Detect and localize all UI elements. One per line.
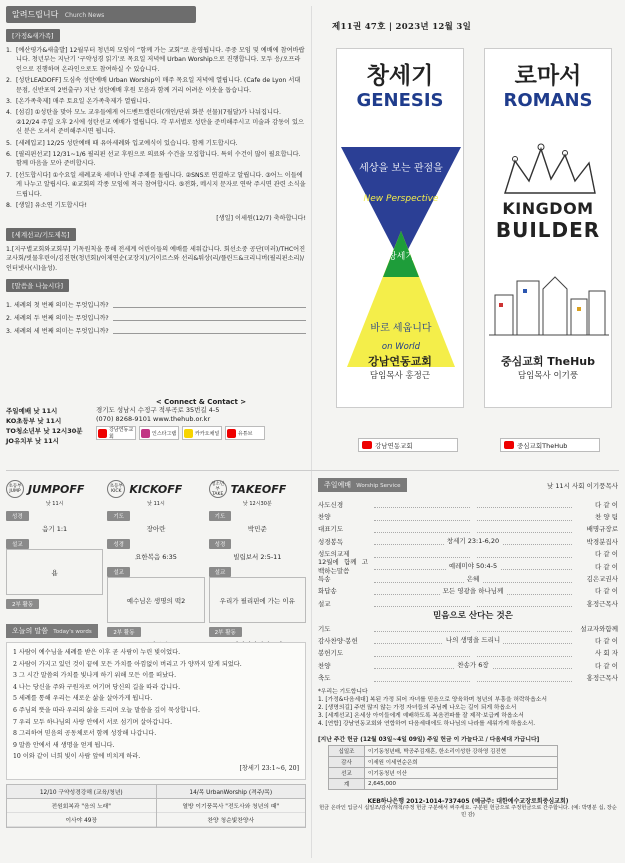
- prayer-section-tag: [세계선교/기도제목]: [6, 228, 76, 241]
- mission-prayer-text: 1.[지구별교회와교회부] 기독원칙을 통해 전세계 어린이들의 예배를 세워갑니다. 회선소중 공단(미러)/THC어진교사회/빗물후린이/김진현(청년회)/이제연순(교장지)/거이르스와 선리&튀상(리/플린드&크리니버(필리핀소리)/인터넷사(시)을성).: [6, 245, 306, 272]
- tri-top-text: 세상을 보는 관점을: [359, 163, 443, 174]
- program-time: 낮 11시: [147, 501, 165, 507]
- order-item-person: 다 같 이: [595, 500, 618, 509]
- order-item-name: 사도신경: [318, 500, 344, 509]
- order-item-name: 설교: [318, 599, 331, 608]
- question-text: 3. 세례의 세 번째 의미는 무엇입니까?: [6, 328, 109, 336]
- bank-note: 헌금 온라인 입금시 십일조/감사/개척/주정 헌금 구분해서 써주세요. 구분된 헌금으로 주정헌금으로 간주합니다. (예: 박명분 십, 장순민 감): [319, 804, 617, 818]
- offering-names: 이기동청년 이산: [365, 767, 558, 778]
- prayer-notes: [318, 688, 618, 728]
- bank-account: KEB하나은행 2012-1014-737405 (예금주: 대한예수교장로회중심교회): [367, 797, 569, 805]
- scripture-verse: 9 말씀 안에서 새 생명을 얻게 됩니다.: [13, 741, 115, 749]
- order-item-name: 찬양: [318, 513, 331, 522]
- scripture-verse: 1 사람이 예수님을 세례를 받은 이후 곧 사람이 누린 빛이었다.: [13, 649, 181, 656]
- sns-label: 유튜브: [238, 430, 253, 437]
- order-item-content: [374, 599, 572, 607]
- order-item-person: 홍정근목사: [586, 599, 618, 608]
- scripture-label: 성경: [107, 539, 130, 549]
- news-item: [6, 171, 306, 199]
- order-item-content-text: [470, 674, 476, 682]
- order-item-person: 설교자와함께: [580, 624, 618, 633]
- scripture-verse: 3 그 시간 말씀의 가치를 빛나게 하기 위해 모든 이를 떠났다.: [13, 672, 177, 680]
- worship-tag-en: Worship Service: [356, 483, 401, 489]
- order-item-content-text: 찬송가 6장: [454, 661, 491, 669]
- order-item-name: 화답송: [318, 587, 337, 596]
- scripture-reference: [창세기 23:1~6, 20]: [239, 764, 299, 772]
- worship-order-item: [318, 572, 618, 584]
- worship-order-item: [318, 523, 618, 535]
- order-item-content: [374, 550, 572, 558]
- birthday-row: [6, 213, 306, 222]
- news-banner-subtitle: Church News: [64, 12, 105, 19]
- sermon-tag: 오늘의 말씀: [12, 627, 49, 635]
- worship-order-item: [318, 558, 618, 576]
- issue-number: 제11권 47호 | 2023년 12월 3일: [332, 22, 472, 32]
- order-item-content: [374, 513, 572, 521]
- sns-link[interactable]: [96, 426, 136, 440]
- worship-time: 낮 11시 사회 이기풍목사: [547, 481, 618, 490]
- news-item: [6, 76, 306, 95]
- order-item-person: 홍정근목사: [586, 674, 618, 683]
- schedule-item: KO초등부 낮 11시: [6, 417, 62, 425]
- covers-panel: [318, 6, 618, 466]
- order-item-content: [374, 649, 572, 657]
- church-address: 경기도 성남시 수정구 적루곡로 35번길 4-5: [96, 406, 220, 414]
- order-item-content-text: 믿음으로 산다는 것은: [430, 611, 516, 621]
- order-item-content-text: 창세기 23:1-6,20: [444, 537, 502, 545]
- worship-order-item: [318, 535, 618, 547]
- news-item-text: [섬김] ①성탄을 맞아 모노 교우들에게 어드벤트캘린더(개인/단위 화분 선물)(7월달)가 나눠집니다. ②12/24 주일 오후 2시에 성탄선교 예배가 열립니다. 각 부서별로 성탄을 준비해주시고 미술과 감동이 있으신 분은 오셔서 준비해주시면 됩니다.: [16, 109, 304, 136]
- scripture-verse: 4 나는 당신을 주와 구원자로 여기며 당신의 길을 따라 갑니다.: [13, 683, 181, 691]
- program-badge: 청소년부 TAKE: [209, 480, 227, 498]
- weekly-events-table: [6, 784, 306, 828]
- scripture-label: 성경: [209, 539, 232, 549]
- worship-order-panel: [318, 478, 618, 858]
- order-item-content-text: [470, 599, 476, 607]
- order-item-content: [374, 575, 572, 583]
- qr-icon: [184, 429, 193, 438]
- family-section-tag: [가정&새가족]: [6, 29, 60, 42]
- order-item-name: 감사찬양·봉헌: [318, 636, 358, 645]
- program-name: KICKOFF: [129, 482, 183, 496]
- sermon-label: 설교: [107, 567, 130, 577]
- order-item-content-text: [470, 500, 476, 508]
- sermon-label: 설교: [6, 539, 29, 549]
- offering-table: [328, 745, 558, 790]
- order-item-content-text: [470, 624, 476, 632]
- kids-program-header: [209, 478, 306, 500]
- offering-type: 계: [329, 778, 365, 789]
- order-item-content: [374, 674, 572, 682]
- youtube-icon: [504, 441, 514, 449]
- church-phone-web: (070) 8268-9101 www.thehub.or.kr: [96, 415, 211, 423]
- sns-links: [96, 426, 265, 440]
- weekly-event-header: 12/10 구약성경강해 (교육/청년): [7, 785, 156, 799]
- sermon-label: 설교: [209, 567, 232, 577]
- offering-type: 감사: [329, 756, 365, 767]
- news-item-text: [생일] 유소연 기도합시다!: [16, 202, 88, 210]
- prayer-leader: 박민준: [247, 525, 267, 533]
- news-item-number: 1.: [6, 47, 12, 54]
- scripture-verse: 7 우리 모두 하나님의 사랑 안에서 서로 섬기며 살아갑니다.: [13, 718, 173, 726]
- fold-divider-vertical: [311, 6, 312, 858]
- kingdom-word: KINGDOM: [502, 199, 594, 218]
- activity-label: 2부 활동: [6, 599, 39, 609]
- tri-bottom-en-text: on World: [381, 342, 421, 352]
- order-item-content: [374, 537, 572, 545]
- romans-cover: [484, 48, 612, 408]
- genesis-youtube-link[interactable]: [358, 438, 458, 452]
- answer-line: [113, 302, 306, 308]
- romans-church-name: 중심교회 TheHub: [500, 355, 596, 368]
- question-text: 2. 세례의 두 번째 의미는 무엇입니까?: [6, 315, 109, 323]
- news-item-number: 2.: [6, 77, 12, 85]
- prayer-label: 기도: [107, 511, 130, 521]
- order-item-content-text: [470, 513, 476, 521]
- youtube-icon: [362, 441, 372, 449]
- schedule-item: 주일예배 낮 11시: [6, 407, 58, 415]
- program-name: JUMPOFF: [28, 482, 85, 496]
- offering-type: 선교: [329, 767, 365, 778]
- worship-order-item: [318, 597, 618, 609]
- offering-type: 십일조: [329, 745, 365, 756]
- worship-tag-label: 주일예배: [324, 481, 352, 489]
- sermon-title: 우리가 필리핀에 가는 이유: [209, 577, 306, 623]
- question-row: [6, 300, 306, 309]
- news-item-number: 7.: [6, 171, 12, 179]
- program-name: TAKEOFF: [230, 482, 287, 496]
- news-banner: [6, 6, 196, 23]
- kids-program-header: [6, 478, 103, 500]
- scripture-verse: 6 주님의 뜻을 따라 우리의 삶을 드리며 오늘 말씀을 깊이 묵상합니다.: [13, 706, 200, 714]
- worship-order-item: [318, 585, 618, 597]
- scripture-verse: 2 사람이 가지고 있던 것이 끝에 모든 가치를 아낌없이 버리고 가 양까지 알게 되었다.: [13, 660, 242, 668]
- order-item-person: 사 회 자: [595, 649, 618, 658]
- news-item: [6, 97, 306, 106]
- todays-words: [6, 624, 306, 828]
- scripture-lines: [13, 647, 299, 763]
- tri-bottom-text: 바로 세웁니다: [370, 323, 432, 334]
- news-item-number: 8.: [6, 202, 12, 210]
- order-item-content-text: 나의 생명을 드리니: [443, 636, 503, 644]
- scripture-verse: 10 이와 같이 너희 빛이 사람 앞에 비치게 하라.: [13, 753, 141, 761]
- order-item-person: 김은교권사: [586, 575, 618, 584]
- order-item-content-text: [470, 649, 476, 657]
- order-item-person: 다 같 이: [595, 587, 618, 596]
- worship-order-item: [318, 498, 618, 510]
- news-item-number: 6.: [6, 151, 12, 159]
- romans-title-en: ROMANS: [503, 90, 593, 111]
- birthday-note: [생일] 이세원(12/7) 축하합니다!: [216, 214, 306, 222]
- offering-section: [318, 734, 618, 790]
- order-item-content: [374, 624, 572, 632]
- worship-order-item: [318, 622, 618, 634]
- question-list: [6, 300, 306, 335]
- news-item-number: 4.: [6, 109, 12, 117]
- tri-mid-text: New Perspective: [363, 194, 439, 204]
- order-item-content: [374, 562, 572, 570]
- tri-center-text: 창세기: [387, 252, 415, 262]
- news-item-number: 5.: [6, 139, 12, 147]
- order-item-person: 다 같 이: [595, 636, 618, 645]
- order-item-content-text: 예레미야 50:4-5: [446, 562, 500, 570]
- order-item-content: [374, 587, 572, 595]
- scripture-value: 요한복음 6:35: [135, 553, 177, 561]
- romans-youtube-label: 중심교회TheHub: [517, 441, 568, 450]
- genesis-title-en: GENESIS: [356, 90, 444, 111]
- activity-label: 2부 활동: [209, 627, 242, 637]
- romans-youtube-link[interactable]: [500, 438, 600, 452]
- weekly-event-title: 열방 이기풍목사 "전도사와 청년의 때": [157, 799, 306, 813]
- news-item-text: [선도합시다] ①수요일 세례교육 세미나 안내 주제를 돌립니다. ②SNS로 연결하고 알립니다. ③어느 이들에게 나누고 알립시다. ④교회의 각종 모임에 적극 참여합시다. ⑤전화, 메시지 문자로 연락 주시면 관련 소식을 드립니다.: [16, 171, 306, 198]
- program-badge: 초등부 KICK: [107, 480, 125, 498]
- news-item-text: [온가족축제] 매주 토요일 온가족축제가 열립니다.: [16, 98, 151, 106]
- scripture-label: 성경: [6, 511, 29, 521]
- prayer-note: 3. [세계선교] 온세상 아이들에게 예배하도록 복음전파를 잘 제작·보급케 하옵소서: [318, 712, 524, 719]
- sns-link[interactable]: [182, 426, 222, 440]
- order-item-name: 봉헌기도: [318, 649, 344, 658]
- question-row: [6, 313, 306, 322]
- order-item-name: 대표기도: [318, 525, 344, 534]
- scripture-text: [6, 642, 306, 780]
- scripture-value: 빌립보서 2:5-11: [233, 553, 282, 561]
- genesis-church-block: [337, 353, 463, 381]
- worship-header: [318, 478, 618, 492]
- sns-link[interactable]: [225, 426, 265, 440]
- order-item-person: 찬 양 팀: [595, 513, 618, 522]
- city-line-illustration: [485, 255, 613, 345]
- prayer-note: 4. [연합] 강남연동교회와 연합하여 다음세대에도 하나님의 나라를 세워가게 하옵소서.: [318, 720, 536, 727]
- prayer-note: 2. [생명의길] 주변 많지 않는 가정 자녀들의 주님께 나오는 길이 되게 하옵소서: [318, 704, 517, 711]
- order-item-person: 다 같 이: [595, 562, 618, 571]
- romans-church-block: [485, 353, 611, 381]
- sermon-header: [6, 624, 98, 638]
- order-item-content: [374, 525, 572, 533]
- order-item-person: 다 같 이: [595, 661, 618, 670]
- offering-row: [329, 778, 558, 789]
- schedule-item: JO유치부 낮 11시: [6, 437, 59, 445]
- offering-title: [지난 주간 헌금 (12월 03일~4일 09일) 주일 헌금 이 가늘다고 / 다음세대 가급니다]: [318, 736, 540, 743]
- worship-order-item: [318, 510, 618, 522]
- prayer-notes-title: *우리는 기도합니다: [318, 688, 368, 695]
- romans-pastor: 담임목사 이기풍: [517, 371, 579, 381]
- sermon-tag-en: Today's words: [53, 629, 92, 635]
- order-item-content: [374, 636, 572, 644]
- order-item-name: 성경봉독: [318, 537, 344, 546]
- order-item-content: [374, 500, 572, 508]
- program-time: 낮 12시30분: [242, 501, 272, 507]
- kids-sermon-panel: [6, 478, 306, 858]
- order-item-person: 배명규장로: [586, 525, 618, 534]
- fold-divider-horizontal: [6, 470, 619, 471]
- order-item-person: 다 같 이: [595, 550, 618, 559]
- address-block: [96, 406, 219, 424]
- worship-order-item: [318, 671, 618, 683]
- offering-names: 이기동청년배, 박공주김재혼, 한소리이성한 강하영 김진현: [365, 745, 558, 756]
- worship-order-item: [318, 610, 618, 622]
- builder-word: BUILDER: [495, 218, 601, 242]
- news-item-text: [필리핀선교] 12/31~1/6 필리핀 선교 후원으로 의료와 수건을 모집합니다. 특히 수건이 많이 필요합니다. 함께 마음을 모아 준비합시다.: [16, 151, 301, 168]
- news-item: [6, 139, 306, 148]
- scripture-verse: 8 그리하여 믿음의 공동체로서 함께 성장해 나갑니다.: [13, 730, 157, 738]
- schedule-item: TO청소년부 낮 12시30분: [6, 427, 83, 435]
- news-item-text: [세례입교] 12/25 성탄예배 때 유아세례와 입교예식이 있습니다. 함께 기도합시다.: [16, 139, 238, 147]
- prayer-notes-list: [318, 696, 618, 728]
- genesis-church-name: 강남연동교회: [368, 355, 432, 368]
- news-item-text: [성탄LEADOFF] 도심속 성탄예배 Urban Worship이 매주 목요일 저녁에 열립니다. (Cafe de Lyon 서대문점, 신반포역 2번출구) 지난 성탄예배 후원 모음과 함께 거리 어려운 이웃을 돕습니다.: [16, 77, 301, 94]
- order-item-person: 박경분집사: [586, 537, 618, 546]
- sns-link[interactable]: [139, 426, 179, 440]
- worship-order-item: [318, 659, 618, 671]
- qr-icon: [227, 429, 236, 438]
- genesis-cover: [336, 48, 464, 408]
- answer-line: [113, 328, 306, 334]
- weekly-event-title: 전원회복과 "음의 노래": [7, 799, 156, 813]
- news-item: [6, 150, 306, 169]
- kingdom-builder-logo: [485, 199, 611, 242]
- question-row: [6, 326, 306, 335]
- sermon-title: 욥: [6, 549, 103, 595]
- order-item-name: 축도: [318, 674, 331, 683]
- romans-title-ko: 로마서: [514, 63, 582, 89]
- offering-row: [329, 767, 558, 778]
- order-item-name: 성도의교제: [318, 550, 350, 559]
- service-schedule: [6, 406, 83, 446]
- news-item-number: 3.: [6, 98, 12, 106]
- sns-label: 카카오채널: [195, 430, 220, 437]
- sns-label: 강남연동교회: [109, 427, 134, 440]
- weekly-event-detail: 찬양 청순빛찬양사: [157, 813, 306, 827]
- scripture-value: 음기 1:1: [42, 525, 68, 533]
- news-item: [6, 108, 306, 136]
- perspective-triangle-graphic: [337, 145, 465, 375]
- news-banner-title: 알려드립니다: [12, 10, 59, 19]
- news-item-text: [예산평가&새출발] 12월부터 청년의 모임이 “함께 가는 교회”로 운영됩니다. 주중 모임 및 예배에 참여바랍니다. 청년부는 지난기 ‘구약성경 읽기’로 목요일 저녁에 Urban Worship으로 진행합니다. 모두 응/오프라인으로 진행하며 온라인으로도 참여하실 수 있습니다.: [16, 47, 305, 73]
- qr-icon: [141, 429, 150, 438]
- kids-program-header: [107, 478, 204, 500]
- order-item-content: [374, 612, 572, 620]
- weekly-event-detail: 이사야 49장: [7, 813, 156, 827]
- worship-tag: [318, 478, 407, 492]
- prayer-note: 1. [가정&다음세대] 복된 가정 되어 자녀를 믿음으로 양육하며 청년의 부흥을 허락하옵소서: [318, 696, 547, 703]
- prayer-leader: 장아란: [146, 525, 166, 533]
- order-item-content-text: 모든 영광을 하나님께: [440, 587, 507, 595]
- order-item-content: [374, 661, 572, 669]
- order-item-name: 특송: [318, 575, 331, 584]
- qr-icon: [98, 429, 107, 438]
- activity-label: 2부 활동: [107, 627, 140, 637]
- genesis-title-ko: 창세기: [366, 63, 434, 89]
- weekly-event: [156, 785, 306, 827]
- church-news-panel: [6, 6, 306, 466]
- order-item-name: 찬양: [318, 661, 331, 670]
- prayer-label: 기도: [209, 511, 232, 521]
- genesis-pastor: 담임목사 홍정근: [369, 371, 431, 381]
- news-item: [6, 201, 306, 210]
- order-of-service: [318, 498, 618, 684]
- order-item-name: 기도: [318, 624, 331, 633]
- connect-contact: [6, 398, 306, 445]
- sermon-title: 예수님은 생명의 떡2: [107, 577, 204, 623]
- question-text: 1. 세례의 첫 번째 의미는 무엇입니까?: [6, 302, 109, 310]
- offering-row: [329, 756, 558, 767]
- order-item-name: 12월에 함께 고백하는말씀: [318, 558, 368, 576]
- weekly-event: [7, 785, 156, 827]
- weekly-event-header: 14/목 UrbanWorship (격주/목): [157, 785, 306, 799]
- news-item: [6, 46, 306, 74]
- scripture-verse: 5 세례를 통해 우리는 새로운 삶을 살아가게 됩니다.: [13, 695, 153, 703]
- order-item-content-text: [470, 550, 476, 558]
- connect-title: < Connect & Contact >: [155, 398, 247, 406]
- order-item-content-text: [470, 525, 476, 533]
- worship-order-item: [318, 634, 618, 646]
- offering-row: [329, 745, 558, 756]
- qa-section-tag: [말씀을 나눕시다]: [6, 279, 69, 292]
- genesis-youtube-label: 강남연동교회: [375, 441, 413, 450]
- offering-names: 이세원 이세연순은희: [365, 756, 558, 767]
- sns-label: 인스타그램: [152, 430, 177, 437]
- answer-line: [113, 315, 306, 321]
- worship-order-item: [318, 647, 618, 659]
- news-list: [6, 46, 306, 211]
- program-badge: 초등부 JUMP: [6, 480, 24, 498]
- offering-names: 2,645,000: [365, 778, 558, 789]
- crown-illustration: [485, 141, 613, 201]
- program-time: 낮 11시: [45, 501, 64, 507]
- order-item-content-text: 은혜: [464, 575, 483, 583]
